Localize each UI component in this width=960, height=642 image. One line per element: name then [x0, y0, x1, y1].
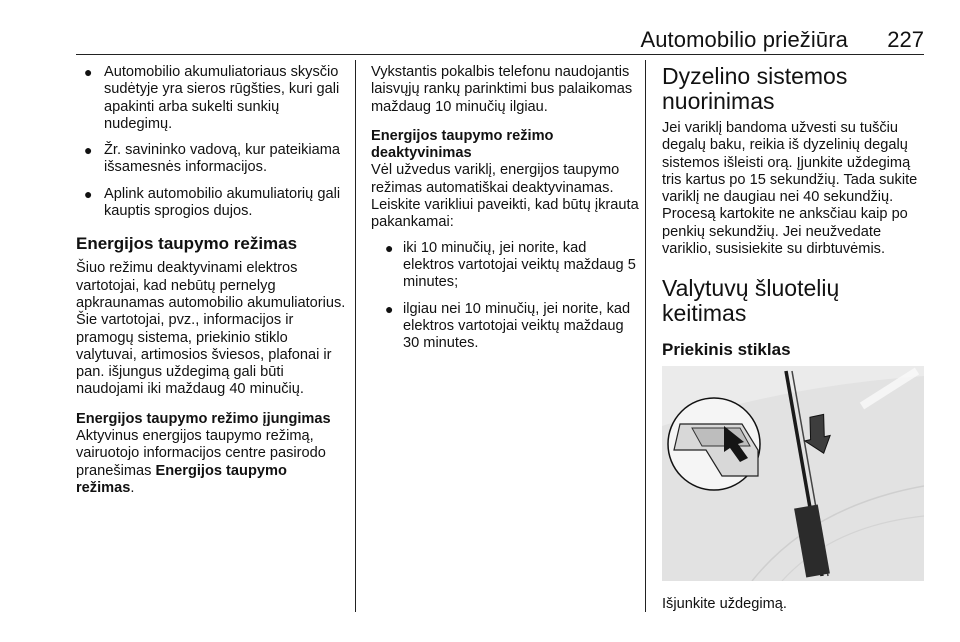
paragraph: Vėl užvedus variklį, energijos taupymo režimas automatiškai deaktyvinamas. Leiskite varikliui paveikti, kad būtų įkrauta pakankamai:	[371, 162, 639, 231]
bullet-icon: ●	[385, 239, 394, 256]
bullet-icon: ●	[84, 142, 93, 159]
column-1	[76, 64, 348, 509]
page-number: 227	[887, 27, 924, 52]
column-3	[662, 64, 930, 372]
paragraph: Jei variklį bandoma užvesti su tuščiu degalų baku, reikia iš dyzelinių degalų sistemos išleisti orą. Įjunkite uždegimą tris kartus po 15 sekundžių. Tada sukite variklį ne daugiau nei 40 sekundžių. Procesą kartokite ne anksčiau kaip po penkių sekundžių. Jei neužvedate variklio, susisiekite su dirbtuvėmis.	[662, 120, 918, 258]
column-2	[371, 64, 639, 361]
subsection-heading: Priekinis stiklas	[662, 340, 791, 360]
list-item: ● Žr. savininko vadovą, kur pateikiama išsamesnės informacijos.	[84, 142, 341, 176]
list-item: ● iki 10 minučių, jei norite, kad elektros vartotojai veiktų maždaug 5 minutes;	[385, 239, 636, 291]
section-heading: Energijos taupymo režimas	[76, 234, 298, 254]
page-header	[76, 27, 924, 51]
bullet-icon: ●	[385, 300, 394, 317]
column-divider	[645, 60, 646, 612]
paragraph: Šiuo režimu deaktyvinami elektros vartotojai, kad nebūtų pernelyg apkraunamas automobilio akumuliatorius. Šie vartotojai, pvz., informacijos ir pramogų sistema, priekinio stiklo valytuvai, artimosios šviesos, plafonai ir pan. išjungus uždegimą gali būti naudojami iki maždaug 40 minučių.	[76, 260, 346, 398]
wiper-blade-icon	[662, 366, 924, 581]
list-item: ● ilgiau nei 10 minučių, jei norite, kad elektros vartotojai veiktų maždaug 30 minutes.	[385, 300, 631, 352]
bullet-icon: ●	[84, 185, 93, 202]
figure-caption: Išjunkite uždegimą.	[662, 596, 787, 612]
wiper-blade-illustration	[662, 366, 924, 581]
section-heading: Valytuvų šluotelių keitimas	[662, 275, 840, 327]
paragraph: Aktyvinus energijos taupymo režimą, vairuotojo informacijos centre pasirodo pranešimas Energijos taupymo režimas.	[76, 428, 326, 496]
subsection-heading: Energijos taupymo režimo deaktyvinimas	[371, 127, 554, 162]
column-divider	[355, 60, 356, 612]
list-item: ● Automobilio akumuliatoriaus skysčio sudėtyje yra sieros rūgšties, kuri gali apakinti arba sukelti sunkių nudegimų.	[84, 64, 340, 132]
bullet-icon: ●	[84, 64, 93, 80]
section-title: Automobilio priežiūra	[640, 27, 848, 52]
section-heading: Dyzelino sistemos nuorinimas	[662, 63, 848, 114]
paragraph: Vykstantis pokalbis telefonu naudojantis laisvųjų rankų parinktimi bus palaikomas maždaug 10 minučių ilgiau.	[371, 64, 633, 115]
header-rule	[76, 54, 924, 55]
subsection-heading: Energijos taupymo režimo įjungimas	[76, 410, 331, 427]
list-item: ● Aplink automobilio akumuliatorių gali kauptis sprogios dujos.	[84, 185, 341, 220]
